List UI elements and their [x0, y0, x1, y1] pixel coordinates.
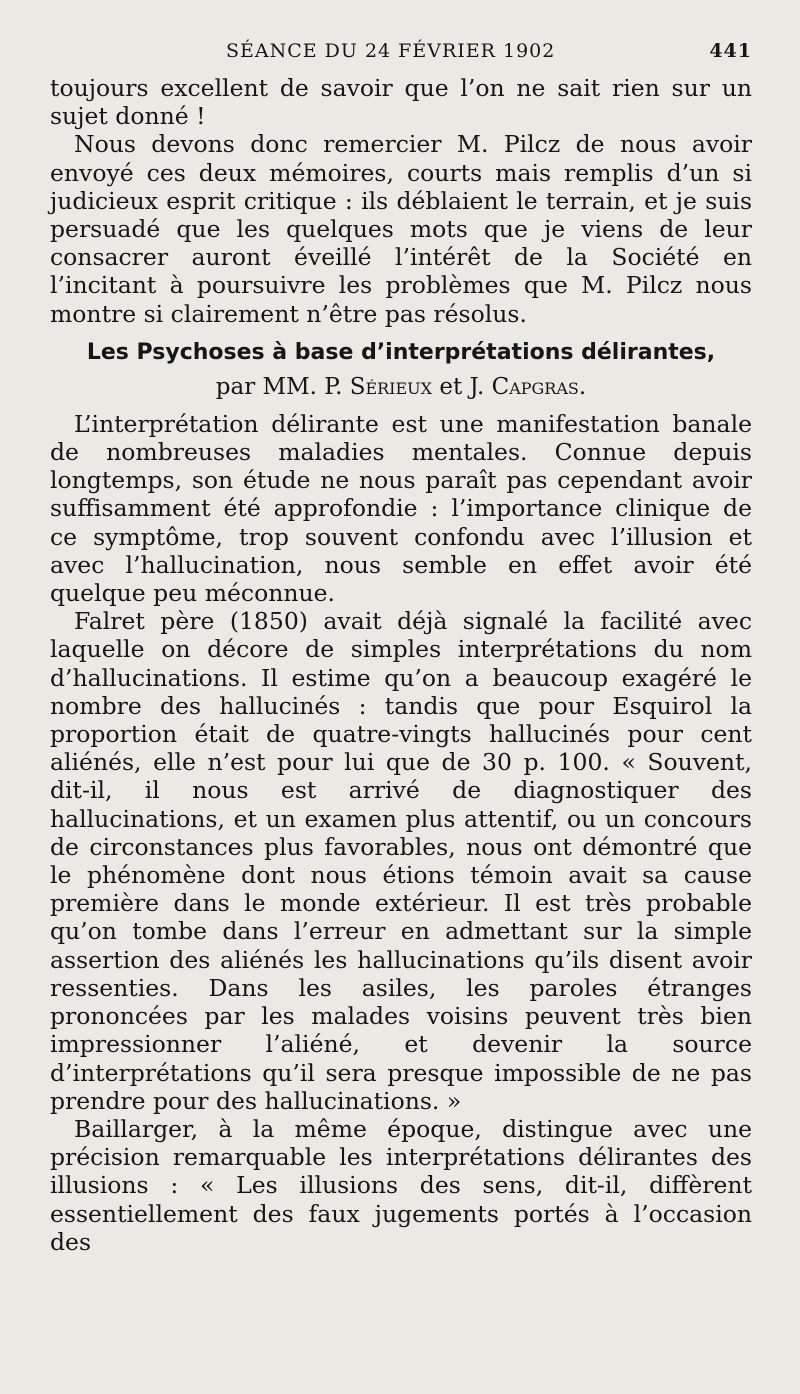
- paragraph-5: Baillarger, à la même époque, distingue avec une précision remarquable les interprétations délirantes des illusions : « Les illusions des sens, dit-il, diffèrent essentiellement des faux jugements portés à l’occasion des: [50, 1114, 752, 1256]
- running-title: SÉANCE DU 24 FÉVRIER 1902: [226, 40, 556, 62]
- page-number: 441: [709, 40, 752, 62]
- paragraph-1: toujours excellent de savoir que l’on ne sait rien sur un sujet donné !: [50, 74, 752, 131]
- byline-mid: et J.: [439, 373, 485, 400]
- body-text: [50, 74, 752, 1256]
- section-heading: Les Psychoses à base d’interprétations délirantes,: [86, 339, 716, 365]
- byline-author-capgras: Capgras.: [491, 373, 587, 400]
- byline-author-serieux: Sérieux: [349, 373, 433, 400]
- byline-prefix: par MM. P.: [215, 373, 343, 400]
- paragraph-3: L’interprétation délirante est une manifestation banale de nombreuses maladies mentales. Connue depuis longtemps, son étude ne nous paraît pas cependant avoir suffisamment été approfondie : l’importance clinique de ce symptôme, trop souvent confondu avec l’illusion et avec l’hallucination, nous semble en effet avoir été quelque peu méconnue.: [50, 409, 752, 608]
- paragraph-2: Nous devons donc remercier M. Pilcz de nous avoir envoyé ces deux mémoires, courts mais remplis d’un si judicieux esprit critique : ils déblaient le terrain, et je suis persuadé que les quelques mots que je viens de leur consacrer auront éveillé l’intérêt de la Société en l’incitant à poursuivre les problèmes que M. Pilcz nous montre si clairement n’être pas résolus.: [50, 130, 752, 328]
- byline: [50, 372, 752, 402]
- paragraph-4: Falret père (1850) avait déjà signalé la facilité avec laquelle on décore de simples interprétations du nom d’hallucinations. Il estime qu’on a beaucoup exagéré le nombre des hallucinés : tandis que pour Esquirol la proportion était de quatre-vingts hallucinés pour cent aliénés, elle n’est pour lui que de 30 p. 100. « Souvent, dit-il, il nous est arrivé de diagnostiquer des hallucinations, et un examen plus attentif, ou un concours de circonstances plus favorables, nous ont démontré que le phénomène dont nous étions témoin avait sa cause première dans le monde extérieur. Il est très probable qu’on tombe dans l’erreur en admettant sur la simple assertion des aliénés les hallucinations qu’ils disent avoir ressenties. Dans les asiles, les paroles étranges prononcées par les malades voisins peuvent très bien impressionner l’aliéné, et devenir la source d’interprétations qu’il sera presque impossible de ne pas prendre pour des hallucinations. »: [50, 607, 752, 1115]
- running-head: [50, 40, 752, 74]
